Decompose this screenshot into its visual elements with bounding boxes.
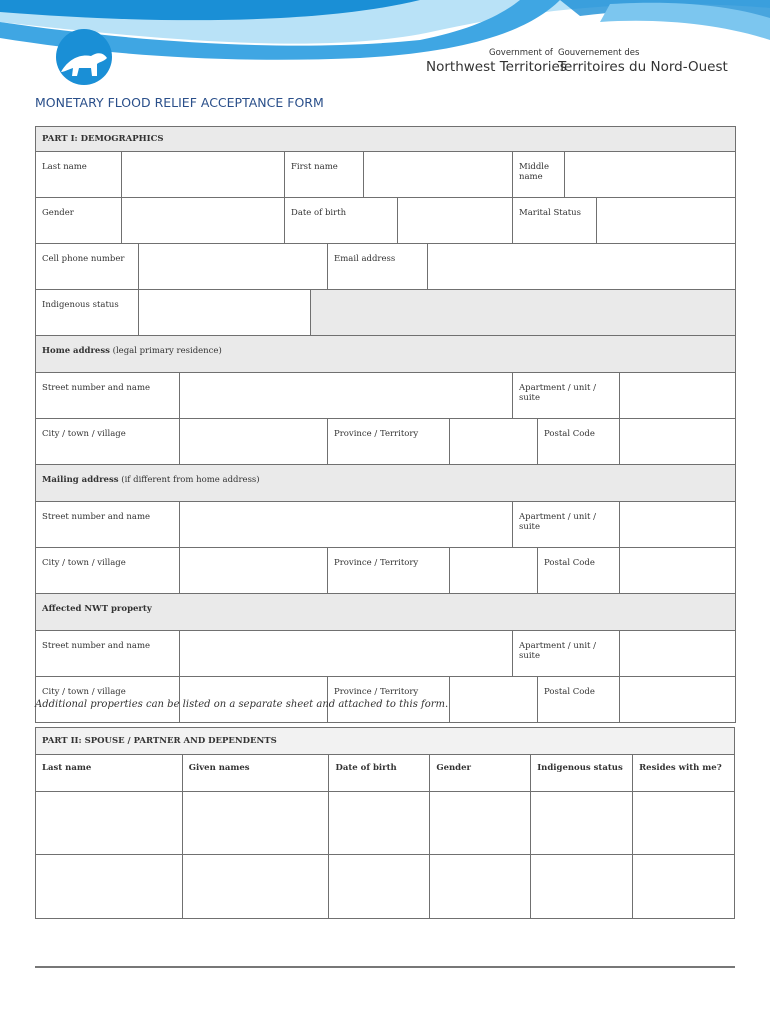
mailing-city-label: City / town / village [36,548,180,594]
property-postal-field[interactable] [620,677,736,723]
nwt-polar-bear-logo [55,28,113,86]
cell-phone-label: Cell phone number [36,244,139,290]
mailing-apartment-field[interactable] [620,502,736,548]
contact-row [36,244,736,290]
home-address-title: Home address [42,346,110,356]
part1-demographics-table [35,126,736,723]
part2-header: PART II: SPOUSE / PARTNER AND DEPENDENTS [36,728,735,755]
footer-divider [35,966,735,968]
mailing-apartment-label: Apartment / unit / suite [513,502,620,548]
dependent-row-2 [36,855,735,919]
home-apartment-field[interactable] [620,373,736,419]
additional-properties-note: Additional properties can be listed on a separate sheet and attached to this form. [35,699,449,710]
marital-status-label: Marital Status [513,198,597,244]
indigenous-status-field[interactable] [139,290,311,336]
dependent-1-date-of-birth[interactable] [329,792,430,855]
gender-label: Gender [36,198,122,244]
property-postal-label: Postal Code [538,677,620,723]
dependent-2-last-name[interactable] [36,855,183,919]
marital-status-field[interactable] [597,198,736,244]
affected-property-header [36,594,736,631]
email-field[interactable] [428,244,736,290]
mailing-postal-label: Postal Code [538,548,620,594]
gender-row [36,198,736,244]
government-name-en [426,48,567,75]
mailing-street-field[interactable] [180,502,513,548]
indigenous-status-label: Indigenous status [36,290,139,336]
first-name-label: First name [285,152,364,198]
property-apartment-field[interactable] [620,631,736,677]
mailing-address-note: (if different from home address) [121,475,260,485]
mailing-province-label: Province / Territory [328,548,450,594]
property-city-label: City / town / village [36,677,180,723]
name-row [36,152,736,198]
home-city-row [36,419,736,465]
mailing-address-title: Mailing address [42,475,119,485]
mailing-street-row [36,502,736,548]
col-date-of-birth: Date of birth [329,755,430,792]
part2-dependents-table [35,727,735,919]
part1-header: PART I: DEMOGRAPHICS [36,127,736,152]
mailing-city-row [36,548,736,594]
property-street-row [36,631,736,677]
government-of-label: Government of [489,48,553,58]
col-resides-with-me: Resides with me? [633,755,735,792]
mailing-city-field[interactable] [180,548,328,594]
col-last-name: Last name [36,755,183,792]
home-postal-field[interactable] [620,419,736,465]
dependent-2-indigenous-status[interactable] [531,855,633,919]
home-street-label: Street number and name [36,373,180,419]
mailing-postal-field[interactable] [620,548,736,594]
home-apartment-label: Apartment / unit / suite [513,373,620,419]
home-street-row [36,373,736,419]
date-of-birth-label: Date of birth [285,198,398,244]
property-apartment-label: Apartment / unit / suite [513,631,620,677]
gouvernement-des-label: Gouvernement des [558,48,640,58]
mailing-street-label: Street number and name [36,502,180,548]
home-province-field[interactable] [450,419,538,465]
home-province-label: Province / Territory [328,419,450,465]
col-given-names: Given names [182,755,329,792]
date-of-birth-field[interactable] [398,198,513,244]
middle-name-label: Middle name [513,152,565,198]
dependent-1-resides-with-me[interactable] [633,792,735,855]
territoires-label: Territoires du Nord-Ouest [558,59,728,75]
home-postal-label: Postal Code [538,419,620,465]
affected-property-title: Affected NWT property [42,604,152,614]
dependent-2-date-of-birth[interactable] [329,855,430,919]
home-address-note: (legal primary residence) [112,346,222,356]
home-city-label: City / town / village [36,419,180,465]
indigenous-status-shaded-cell [311,290,736,336]
northwest-territories-label: Northwest Territories [426,59,567,75]
part2-column-headers [36,755,735,792]
middle-name-field[interactable] [565,152,736,198]
cell-phone-field[interactable] [139,244,328,290]
form-title: MONETARY FLOOD RELIEF ACCEPTANCE FORM [35,95,324,110]
property-street-label: Street number and name [36,631,180,677]
col-gender: Gender [430,755,531,792]
last-name-label: Last name [36,152,122,198]
property-street-field[interactable] [180,631,513,677]
property-province-label: Province / Territory [328,677,450,723]
mailing-address-header [36,465,736,502]
home-street-field[interactable] [180,373,513,419]
first-name-field[interactable] [364,152,513,198]
dependent-2-gender[interactable] [430,855,531,919]
government-name-fr [558,48,728,75]
dependent-2-resides-with-me[interactable] [633,855,735,919]
last-name-field[interactable] [122,152,285,198]
header-banner [0,0,770,90]
dependent-1-last-name[interactable] [36,792,183,855]
gender-field[interactable] [122,198,285,244]
col-indigenous-status: Indigenous status [531,755,633,792]
indigenous-row [36,290,736,336]
dependent-1-indigenous-status[interactable] [531,792,633,855]
email-label: Email address [328,244,428,290]
dependent-row-1 [36,792,735,855]
mailing-province-field[interactable] [450,548,538,594]
dependent-1-gender[interactable] [430,792,531,855]
home-city-field[interactable] [180,419,328,465]
dependent-1-given-names[interactable] [182,792,329,855]
home-address-header [36,336,736,373]
dependent-2-given-names[interactable] [182,855,329,919]
property-province-field[interactable] [450,677,538,723]
